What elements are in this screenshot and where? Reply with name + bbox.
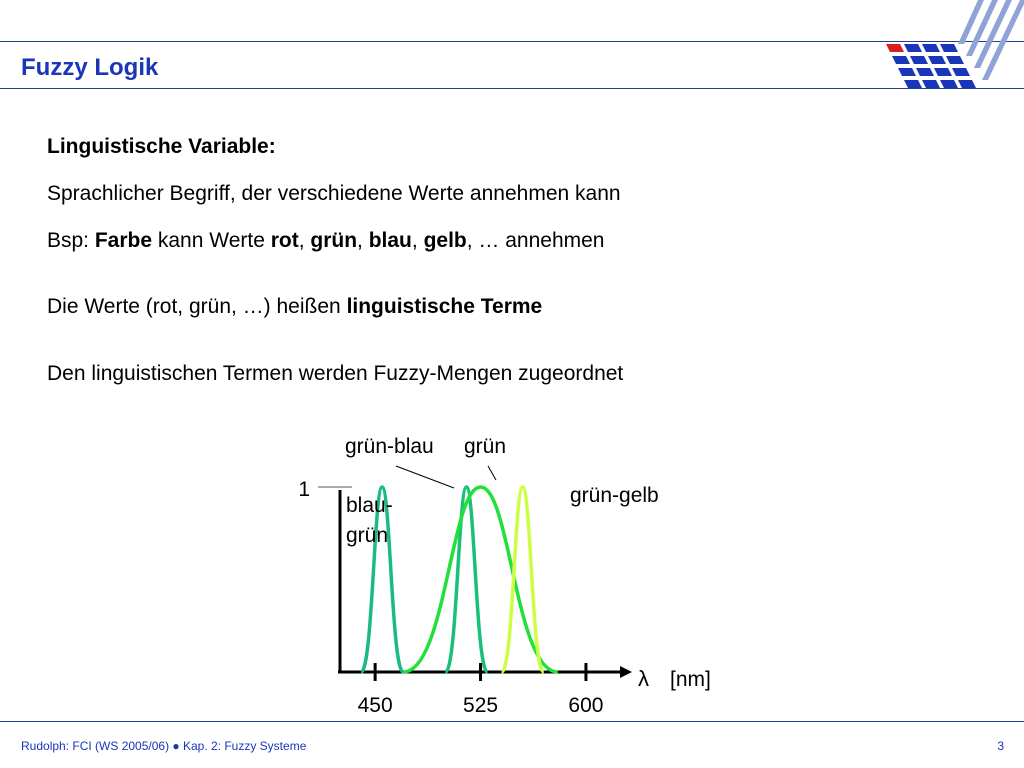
membership-chart (300, 420, 740, 720)
pointer-gruen (488, 466, 496, 480)
example-sep: , (357, 229, 369, 252)
pointer-gruen-blau (396, 466, 454, 488)
logo-grid (886, 44, 976, 88)
example-term-blau: blau (368, 229, 412, 252)
example-term-gelb: gelb (423, 229, 467, 252)
title-rule (0, 88, 1024, 89)
x-axis-arrow (620, 666, 632, 678)
x-tick-label: 450 (357, 694, 393, 717)
terms-bold: linguistische Terme (346, 295, 543, 318)
x-symbol-lambda: λ (638, 666, 649, 691)
x-tick-label: 600 (568, 694, 604, 717)
logo-stripes (958, 0, 1024, 80)
top-rule (0, 41, 1024, 42)
footer-text: Rudolph: FCI (WS 2005/06) ● Kap. 2: Fuzzy Systeme (21, 739, 307, 753)
x-unit-label: [nm] (670, 668, 711, 691)
label-blau-gruen-1: blau- (346, 494, 393, 517)
section-heading: Linguistische Variable: (47, 135, 276, 158)
example-variable: Farbe (94, 229, 153, 252)
example-prefix: Bsp: (47, 229, 95, 252)
example-mid: kann Werte (152, 229, 271, 252)
example-sep: , (411, 229, 424, 252)
example-term-rot: rot (270, 229, 299, 252)
curve-1 (445, 487, 487, 672)
label-gruen: grün (464, 435, 507, 458)
example-line (47, 229, 605, 253)
university-logo (878, 0, 1024, 92)
definition-text: Sprachlicher Begriff, der verschiedene Werte annehmen kann (47, 182, 621, 205)
terms-line (47, 295, 542, 319)
curve-3 (502, 487, 544, 672)
example-sep: , (298, 229, 311, 252)
page-number: 3 (997, 739, 1004, 753)
label-gruen-gelb: grün-gelb (570, 484, 659, 507)
label-blau-gruen-2: grün (346, 524, 389, 547)
slide-title: Fuzzy Logik (21, 54, 159, 81)
terms-prefix: Die Werte (rot, grün, …) heißen (47, 295, 347, 318)
example-term-gruen: grün (310, 229, 358, 252)
label-gruen-blau: grün-blau (345, 435, 434, 458)
x-tick-label: 525 (463, 694, 499, 717)
y-tick-label: 1 (298, 478, 310, 501)
example-suffix: , … annehmen (466, 229, 605, 252)
fuzzy-sets-line: Den linguistischen Termen werden Fuzzy-Mengen zugeordnet (47, 362, 624, 385)
footer-rule (0, 721, 1024, 722)
